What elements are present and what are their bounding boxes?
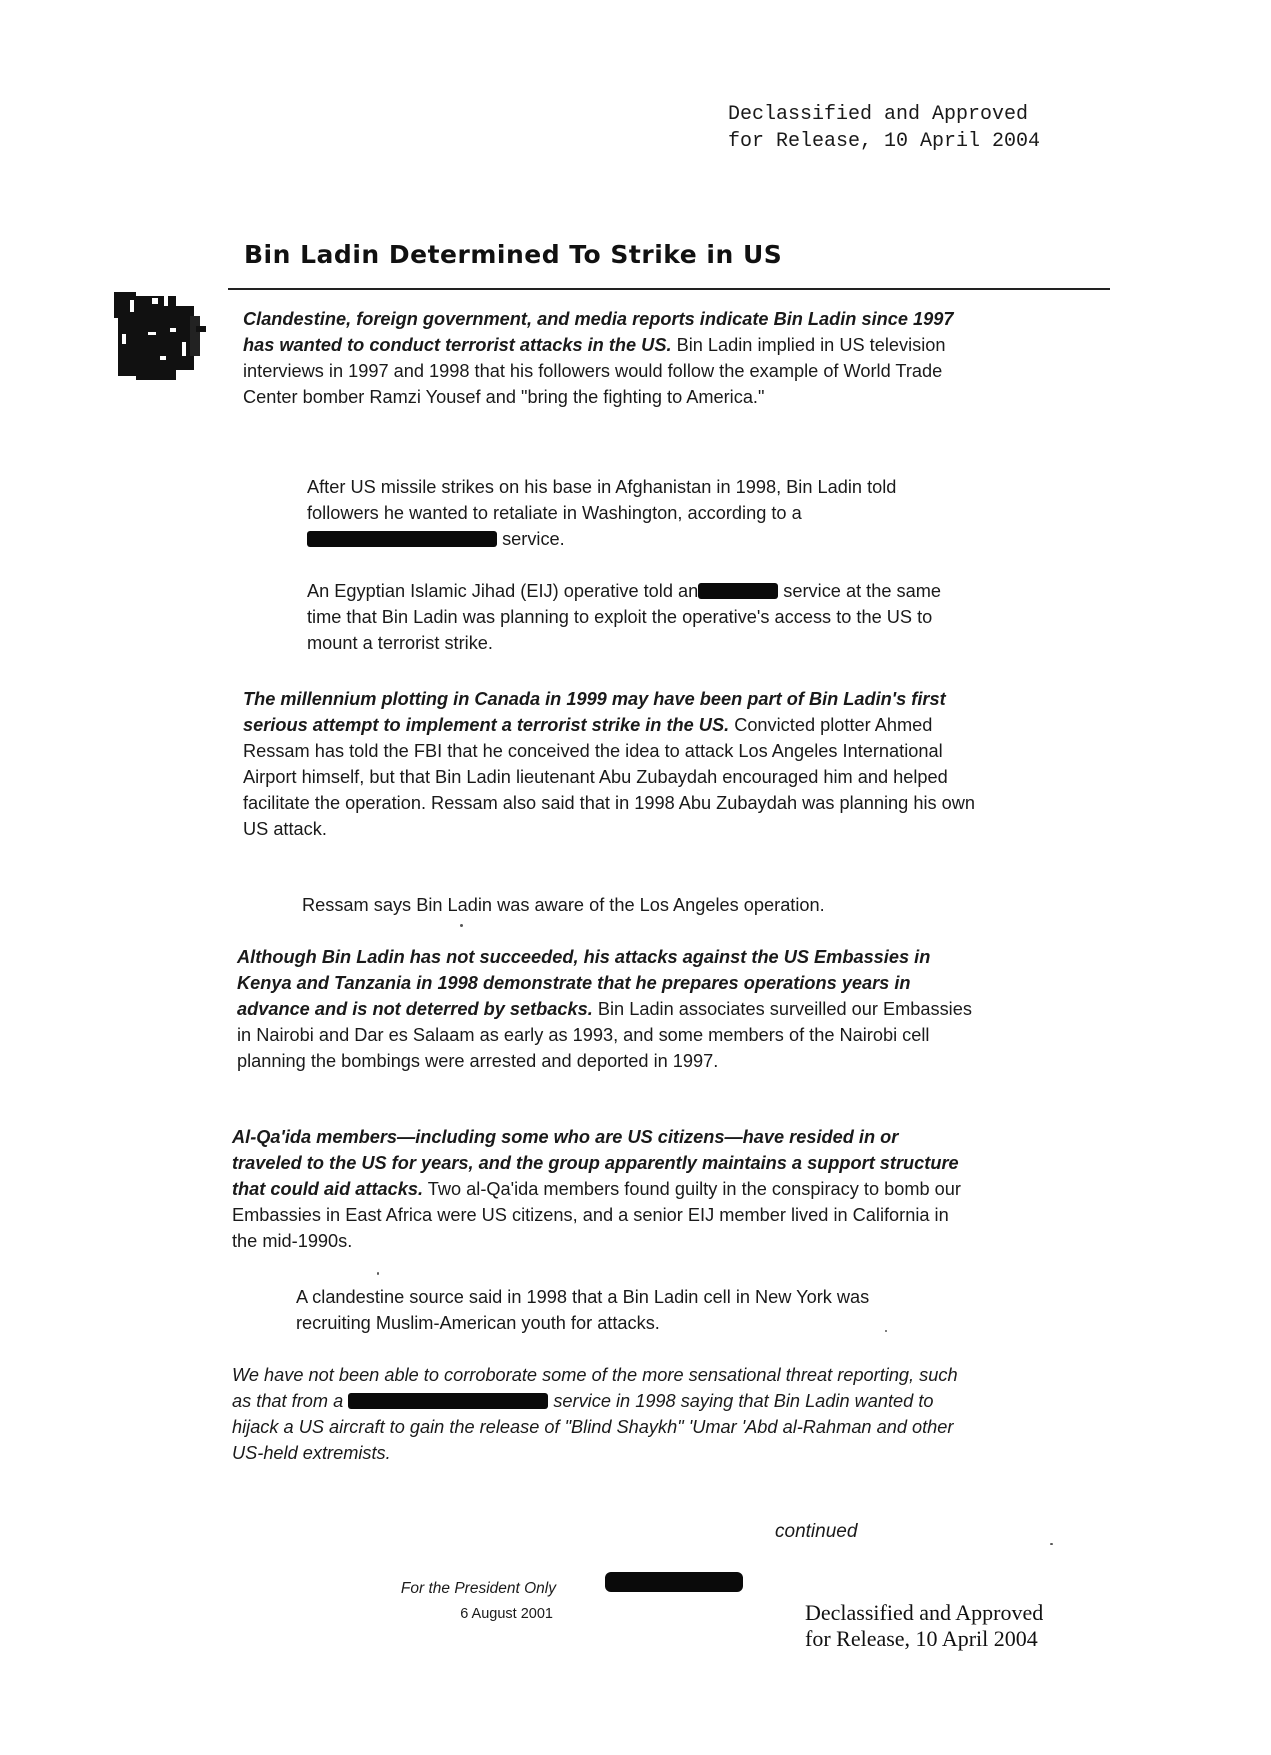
- stamp-top-line1: Declassified and Approved: [728, 103, 1029, 126]
- paragraph-4-lead: Al-Qa'ida members—including some who are US citizens—have resided in or traveled to the US for years, and the group apparently maintains a support structure that could aid attacks.: [232, 1127, 959, 1199]
- paragraph-1-body: Bin Ladin implied in US television interviews in 1997 and 1998 that his followers would follow the example of World Trade Center bomber Ramzi Yousef and "bring the fighting to America.": [243, 335, 946, 407]
- footer-redaction-bar: [605, 1572, 743, 1592]
- paragraph-2-body: Convicted plotter Ahmed Ressam has told the FBI that he conceived the idea to attack Los Angeles International Airport himself, but that Bin Ladin lieutenant Abu Zubaydah encouraged him and helped facilitate the operation. Ressam also said that in 1998 Abu Zubaydah was planning his own US attack.: [243, 715, 976, 839]
- paragraph-2: [243, 686, 983, 842]
- title-rule: [228, 288, 1110, 290]
- paragraph-3-body: Bin Ladin associates surveilled our Embassies in Nairobi and Dar es Salaam as early as 1993, and some members of the Nairobi cell planning the bombings were arrested and deported in 1997.: [237, 999, 972, 1071]
- paragraph-3: [237, 944, 977, 1074]
- indent-paragraph-1: [307, 474, 947, 552]
- indent-2-before: An Egyptian Islamic Jihad (EIJ) operative told an: [307, 581, 699, 601]
- declassified-stamp-bottom: [805, 1600, 1043, 1652]
- indent-paragraph-4: A clandestine source said in 1998 that a Bin Ladin cell in New York was recruiting Muslim-American youth for attacks.: [296, 1287, 870, 1333]
- paragraph-4: [232, 1124, 972, 1254]
- indent-paragraph-2: [307, 578, 947, 656]
- stamp-top-line2: for Release, 10 April 2004: [728, 130, 1041, 153]
- paragraph-5-after: service in 1998 saying that Bin Ladin wanted to hijack a US aircraft to gain the release of "Blind Shaykh" 'Umar 'Abd al-Rahman and other US-held extremists.: [232, 1391, 954, 1463]
- paragraph-2-lead: The millennium plotting in Canada in 1999 may have been part of Bin Ladin's first serious attempt to implement a terrorist strike in the US.: [243, 689, 946, 735]
- indent-1-before: After US missile strikes on his base in Afghanistan in 1998, Bin Ladin told followers he wanted to retaliate in Washington, according to a: [307, 477, 897, 523]
- paragraph-3-lead: Although Bin Ladin has not succeeded, his attacks against the US Embassies in Kenya and Tanzania in 1998 demonstrate that he prepares operations years in advance and is not deterred by setbacks.: [237, 947, 931, 1019]
- paragraph-5-before: We have not been able to corroborate some of the more sensational threat reporting, such as that from a: [232, 1365, 958, 1411]
- footer-classification: For the President Only: [400, 1580, 556, 1597]
- declassified-stamp-top: [728, 101, 1040, 155]
- stamp-bottom-line2: for Release, 10 April 2004: [805, 1626, 1038, 1651]
- indent-1-after: service.: [502, 529, 565, 549]
- redaction-bar: [348, 1393, 548, 1409]
- paragraph-1: [243, 306, 983, 410]
- scan-speck: [885, 1330, 887, 1332]
- scan-speck: [460, 924, 463, 927]
- scan-speck: [1050, 1543, 1053, 1545]
- paragraph-5: [232, 1362, 972, 1466]
- indent-2-after: service at the same time that Bin Ladin was planning to exploit the operative's access to the US to mount a terrorist strike.: [307, 581, 941, 653]
- page-title: Bin Ladin Determined To Strike in US: [244, 240, 783, 269]
- scan-mark-icon: [112, 286, 212, 386]
- redaction-bar: [307, 531, 497, 547]
- footer-date: 6 August 2001: [460, 1606, 553, 1622]
- scan-speck: [377, 1272, 379, 1275]
- redaction-bar: [698, 583, 778, 599]
- indent-paragraph-3: Ressam says Bin Ladin was aware of the Los Angeles operation.: [302, 895, 825, 915]
- paragraph-4-body: Two al-Qa'ida members found guilty in the conspiracy to bomb our Embassies in East Africa were US citizens, and a senior EIJ member lived in California in the mid-1990s.: [232, 1179, 961, 1251]
- stamp-bottom-line1: Declassified and Approved: [805, 1600, 1044, 1625]
- paragraph-1-lead: Clandestine, foreign government, and media reports indicate Bin Ladin since 1997 has wanted to conduct terrorist attacks in the US.: [243, 309, 954, 355]
- continued-label: continued: [775, 1521, 858, 1542]
